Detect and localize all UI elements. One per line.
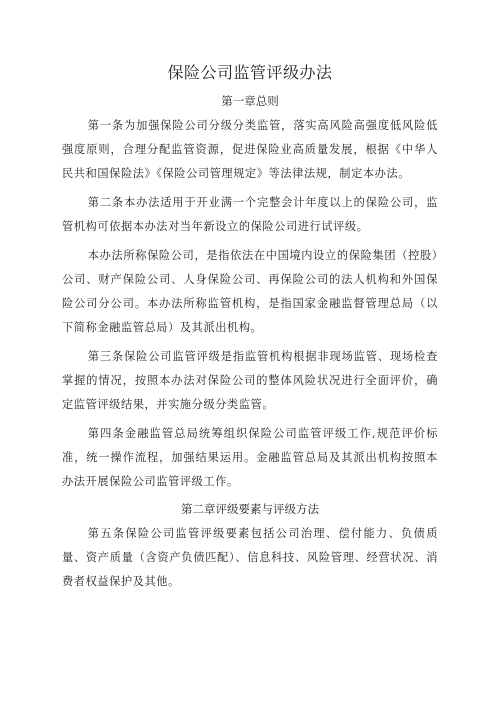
article-4: 第四条金融监管总局统筹组织保险公司监管评级工作,规范评价标准，统一操作流程，加强结果运用。金融监管总局及其派出机构按照本办法开展保险公司监管评级工作。 [62, 427, 438, 488]
article-1: 第一条为加强保险公司分级分类监管，落实高风险高强度低风险低强度原则，合理分配监管资源，促进保险业高质量发展，根据《中华人民共和国保险法》《保险公司管理规定》等法律法规，制定本办法。 [62, 119, 438, 180]
article-2: 第二条本办法适用于开业满一个完整会计年度以上的保险公司，监管机构可依据本办法对当年新设立的保险公司进行试评级。 [62, 196, 438, 233]
article-5: 第五条保险公司监管评级要素包括公司治理、偿付能力、负债质量、资产质量（含资产负债匹配）、信息科技、风险管理、经营状况、消费者权益保护及其他。 [62, 527, 438, 588]
article-2-definitions: 本办法所称保险公司，是指依法在中国境内设立的保险集团（控股）公司、财产保险公司、人身保险公司、再保险公司的法人机构和外国保险公司分公司。本办法所称监管机构，是指国家金融监督管理总局（以下简称金融监管总局）及其派出机构。 [62, 249, 438, 334]
chapter-heading-1: 第一章总则 [221, 94, 279, 108]
chapter-heading-2: 第二章评级要素与评级方法 [181, 502, 319, 516]
document-title: 保险公司监管评级办法 [167, 63, 333, 82]
article-3: 第三条保险公司监管评级是指监管机构根据非现场监管、现场检查掌握的情况，按照本办法对保险公司的整体风险状况进行全面评价，确定监管评级结果，并实施分级分类监管。 [62, 350, 438, 411]
